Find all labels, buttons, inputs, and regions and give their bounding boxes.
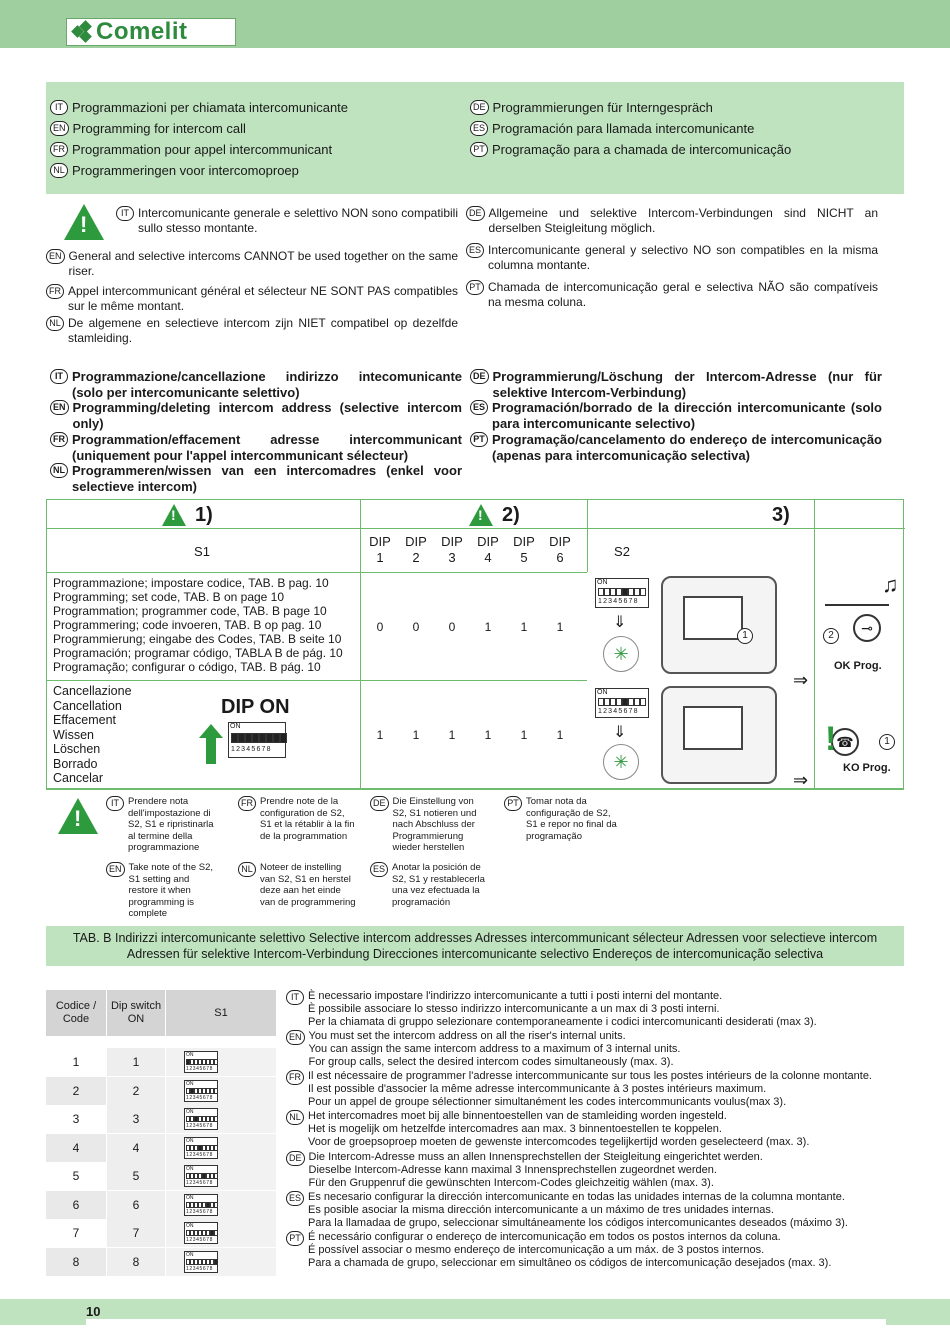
- note-en: EN Take note of the S2, S1 setting and restore it when programming is complete: [106, 862, 220, 920]
- dip3-header: DIP 3: [441, 534, 463, 565]
- title-pt: PT Programação para a chamada de intercomunicação: [470, 140, 791, 158]
- section-title-band: [46, 82, 904, 194]
- handset-button-icon: ☎: [831, 728, 859, 756]
- prog-dip1: 0: [376, 620, 384, 634]
- s1-switch-cell: [166, 1162, 276, 1190]
- note-fr: FR Prendre note de la configuration de S2, S1 et la rétablir à la fin de la programmation: [238, 796, 356, 842]
- del-dip6: 1: [556, 728, 564, 742]
- dip2-header: DIP 2: [405, 534, 427, 565]
- instructions-es: ES Es necesario configurar la dirección intercomunicante en todas las unidades internas de la columna montante. Es posible asociar la misma dirección intercomunicante a un máximo de tres unidades internas. Para la llamadaa de grupo, seleccionar simultáneamente los códigos intercomunicantes deseados (máximo 3).: [286, 1191, 886, 1230]
- code-cell: 2: [46, 1077, 106, 1105]
- dip-cell: 2: [107, 1077, 165, 1105]
- dip-switch-mini: ON 12345678: [184, 1194, 218, 1216]
- title-es: ES Programación para llamada intercomunicante: [470, 119, 754, 137]
- codes-header-dip: Dip switch ON: [107, 990, 165, 1036]
- brand-name: Comelit: [96, 18, 188, 45]
- code-cell: 6: [46, 1191, 106, 1219]
- s1-switch-cell: [166, 1248, 276, 1276]
- dip-switch-all-on: ON 12345678: [228, 722, 286, 758]
- del-dip1: 1: [376, 728, 384, 742]
- s1-header: S1: [194, 544, 210, 559]
- dip-cell: 6: [107, 1191, 165, 1219]
- dip-switch-mini: ON 12345678: [184, 1108, 218, 1130]
- warning-de: DE Allgemeine und selektive Intercom-Verbindungen sind NICHT an derselben Steigleitung möglich.: [466, 206, 878, 236]
- step2-warning-icon: !: [469, 504, 493, 526]
- divider-line: [825, 604, 889, 606]
- code-cell: 5: [46, 1162, 106, 1190]
- s2-header: S2: [614, 544, 630, 559]
- page-footer: [0, 1299, 950, 1325]
- warning-it: IT Intercomunicante generale e selettivo NON sono compatibili sullo stesso montante.: [116, 206, 458, 236]
- dip-cell: 8: [107, 1248, 165, 1276]
- heading-nl: NL Programmeren/wissen van een intercomadres (enkel voor selectieve intercom): [50, 463, 462, 494]
- dip-on-label: DIP ON: [221, 696, 290, 718]
- prog-dip2: 0: [412, 620, 420, 634]
- led-icon-2: ✳: [603, 744, 639, 780]
- page-number: 10: [86, 1304, 101, 1319]
- warning-fr: FR Appel intercommunicant général et sélecteur NE SONT PAS compatibles sur le même montant.: [46, 284, 458, 314]
- prog-dip5: 1: [520, 620, 528, 634]
- step3-label: 3): [772, 504, 790, 526]
- warning-icon: !: [64, 204, 104, 240]
- dip-switch-mini: ON 12345678: [184, 1222, 218, 1244]
- notes-warning-icon: !: [58, 798, 98, 834]
- s2-dip-switch-prog: ON 12345678: [595, 578, 649, 608]
- heading-de: DE Programmierung/Löschung der Intercom-Adresse (nur für selektive Intercom-Verbindung): [470, 369, 882, 400]
- title-en: EN Programming for intercom call: [50, 119, 246, 137]
- s1-switch-cell: [166, 1048, 276, 1076]
- instructions-en: EN You must set the intercom address on all the riser's internal units. You can assign the same intercom address to a maximum of 3 internal units. For group calls, select the desired intercom codes simultaneously (max. 3).: [286, 1030, 876, 1069]
- codes-header-code: Codice / Code: [46, 990, 106, 1036]
- key-button-icon: ⊸: [853, 614, 881, 642]
- dip-switch-mini: ON 12345678: [184, 1137, 218, 1159]
- heading-pt: PT Programação/cancelamento do endereço de intercomunicação (apenas para intercomunicação selectiva): [470, 432, 882, 463]
- s1-switch-cell: [166, 1191, 276, 1219]
- page-header: [0, 0, 950, 48]
- dip-cell: 7: [107, 1219, 165, 1247]
- monitor-illustration-prog: [661, 576, 777, 674]
- del-dip5: 1: [520, 728, 528, 742]
- ok-prog-label: OK Prog.: [834, 660, 882, 672]
- note-it: IT Prendere nota dell'impostazione di S2, S1 e ripristinarla al termine della programmazione: [106, 796, 220, 854]
- warning-es: ES Intercomunicante general y selectivo NO son compatibles en la misma columna montante.: [466, 243, 878, 273]
- programming-table: [46, 499, 904, 789]
- note-nl: NL Noteer de instelling van S2, S1 en herstel deze aan het einde van de programmering: [238, 862, 356, 908]
- arrow-right-icon-2: ⇒: [793, 770, 809, 790]
- deletion-lines: Cancellazione Cancellation Effacement Wissen Löschen Borrado Cancelar: [53, 684, 132, 785]
- instructions-fr: FR Il est nécessaire de programmer l'adresse intercommunicante sur tous les postes intérieurs de la colonne montante. Il est possible d'associer la même adresse intercommunicante à 3 postes intérieurs maximum. Pour un appel de groupe sélectionner simultanément les codes intercommunicants voulus(max 3).: [286, 1070, 886, 1109]
- note-es: ES Anotar la posición de S2, S1 y restablecerla una vez efectuada la programación: [370, 862, 488, 908]
- heading-fr: FR Programmation/effacement adresse intercommunicant (uniquement pour l'appel intercommunicant sélecteur): [50, 432, 462, 463]
- programming-lines: Programmazione; impostare codice, TAB. B pag. 10 Programming; set code, TAB. B on page 10 Programmation; programmer code, TAB. B page 10 Programmering; code invoeren, TAB. B op pag. 10 Programmierung; eingabe des Codes, TAB. B seite 10 Programación; programar código, TABLA B de pág. 10 Programação; configurar o código, TAB. B pág. 10: [53, 576, 343, 674]
- prog-dip3: 0: [448, 620, 456, 634]
- step-marker-2: 2: [823, 628, 839, 644]
- step-marker-1: 1: [737, 628, 753, 644]
- del-dip3: 1: [448, 728, 456, 742]
- footer-strip: [86, 1319, 886, 1325]
- code-cell: 3: [46, 1105, 106, 1133]
- codes-header-s1: S1: [166, 990, 276, 1036]
- dip-cell: 4: [107, 1134, 165, 1162]
- title-fr: FR Programmation pour appel intercommunicant: [50, 140, 332, 158]
- warning-pt: PT Chamada de intercomunicação geral e selectiva NÃO são compatíveis na mesma coluna.: [466, 280, 878, 310]
- prog-dip6: 1: [556, 620, 564, 634]
- dip-switch-mini: ON 12345678: [184, 1165, 218, 1187]
- instructions-nl: NL Het intercomadres moet bij alle binnentoestellen van de stamleiding worden ingesteld. Het is mogelijk om hetzelfde intercomadres aan max. 3 binnentoestellen te koppelen. Voor de groepsoproep moeten de gewenste intercomcodes tegelijkertijd worden geselecteerd (max. 3).: [286, 1110, 876, 1149]
- step1-label: 1): [195, 504, 213, 526]
- s1-switch-cell: [166, 1134, 276, 1162]
- tab-b-header: TAB. B Indirizzi intercomunicante selettivo Selective intercom addresses Adresses intercommunicant sélecteur Adressen voor selectieve intercom Adressen für selektive Intercom-Verbindung Direcciones intercomunicante selectivo Endereços de intercomunicação selectiva: [46, 926, 904, 966]
- del-dip4: 1: [484, 728, 492, 742]
- dip-cell: 3: [107, 1105, 165, 1133]
- dip-cell: 1: [107, 1048, 165, 1076]
- heading-en: EN Programming/deleting intercom address (selective intercom only): [50, 400, 462, 431]
- dip5-header: DIP 5: [513, 534, 535, 565]
- exclamation-icon: !: [825, 720, 837, 758]
- title-it: IT Programmazioni per chiamata intercomunicante: [50, 98, 348, 116]
- note-pt: PT Tomar nota da configuração de S2, S1 e repor no final da programação: [504, 796, 624, 842]
- dip-cell: 5: [107, 1162, 165, 1190]
- code-cell: 7: [46, 1219, 106, 1247]
- dip6-header: DIP 6: [549, 534, 571, 565]
- ko-prog-label: KO Prog.: [843, 762, 891, 774]
- heading-es: ES Programación/borrado de la dirección intercomunicante (solo para intercomunicante selectivo): [470, 400, 882, 431]
- warning-en: EN General and selective intercoms CANNOT be used together on the same riser.: [46, 249, 458, 279]
- prog-dip4: 1: [484, 620, 492, 634]
- del-dip2: 1: [412, 728, 420, 742]
- s1-switch-cell: [166, 1219, 276, 1247]
- s2-dip-switch-del: ON 12345678: [595, 688, 649, 718]
- warning-nl: NL De algemene en selectieve intercom zijn NIET compatibel op dezelfde stamleiding.: [46, 316, 458, 346]
- dip-switch-mini: ON 12345678: [184, 1080, 218, 1102]
- code-cell: 4: [46, 1134, 106, 1162]
- code-cell: 8: [46, 1248, 106, 1276]
- title-nl: NL Programmeringen voor intercomoproep: [50, 161, 299, 179]
- comelit-mark-icon: [71, 21, 93, 43]
- step1-warning-icon: !: [162, 504, 186, 526]
- dip1-header: DIP 1: [369, 534, 391, 565]
- arrow-right-icon: ⇒: [793, 670, 809, 690]
- arrow-down-icon-2: ⇓: [613, 724, 627, 741]
- code-cell: 1: [46, 1048, 106, 1076]
- instructions-de: DE Die Intercom-Adresse muss an allen Innensprechstellen der Steigleitung eingerichtet werden. Dieselbe Intercom-Adresse kann maximal 3 Innensprechstellen zugeordnet werden. Für den Gruppenruf die gewünschten Intercom-Codes gleichzeitig wählen (max. 3).: [286, 1151, 876, 1190]
- step2-label: 2): [502, 504, 520, 526]
- music-note-icon: ♫: [882, 572, 899, 597]
- heading-it: IT Programmazione/cancellazione indirizzo intecomunicante (solo per intercomunicante selettivo): [50, 369, 462, 400]
- arrow-up-icon: [197, 724, 225, 764]
- dip-switch-mini: ON 12345678: [184, 1251, 218, 1273]
- s1-switch-cell: [166, 1077, 276, 1105]
- monitor-illustration-del: [661, 686, 777, 784]
- instructions-pt: PT É necessário configurar o endereço de intercomunicação em todos os postos internos da coluna. É possível associar o mesmo endereço de intercomunicação a um máx. de 3 postos internos. Para a chamada de grupo, seleccionar em simultâneo os códigos de intercomunicação desejados (max. 3).: [286, 1231, 876, 1270]
- instructions-it: IT È necessario impostare l'indirizzo intercomunicante a tutti i posti interni del montante. È possibile associare lo stesso indirizzo intercomunicante a un max di 3 posti interni. Per la chiamata di gruppo selezionare contemporaneamente i codici intercomunicanti desiderati (max 3).: [286, 990, 876, 1029]
- title-de: DE Programmierungen für Interngespräch: [470, 98, 713, 116]
- dip4-header: DIP 4: [477, 534, 499, 565]
- led-icon: ✳: [603, 636, 639, 672]
- s1-switch-cell: [166, 1105, 276, 1133]
- step-marker-1b: 1: [879, 734, 895, 750]
- brand-logo: [66, 18, 236, 46]
- note-de: DE Die Einstellung von S2, S1 notieren und nach Abschluss der Programmierung wieder herstellen: [370, 796, 488, 854]
- arrow-down-icon: ⇓: [613, 614, 627, 631]
- dip-switch-mini: ON 12345678: [184, 1051, 218, 1073]
